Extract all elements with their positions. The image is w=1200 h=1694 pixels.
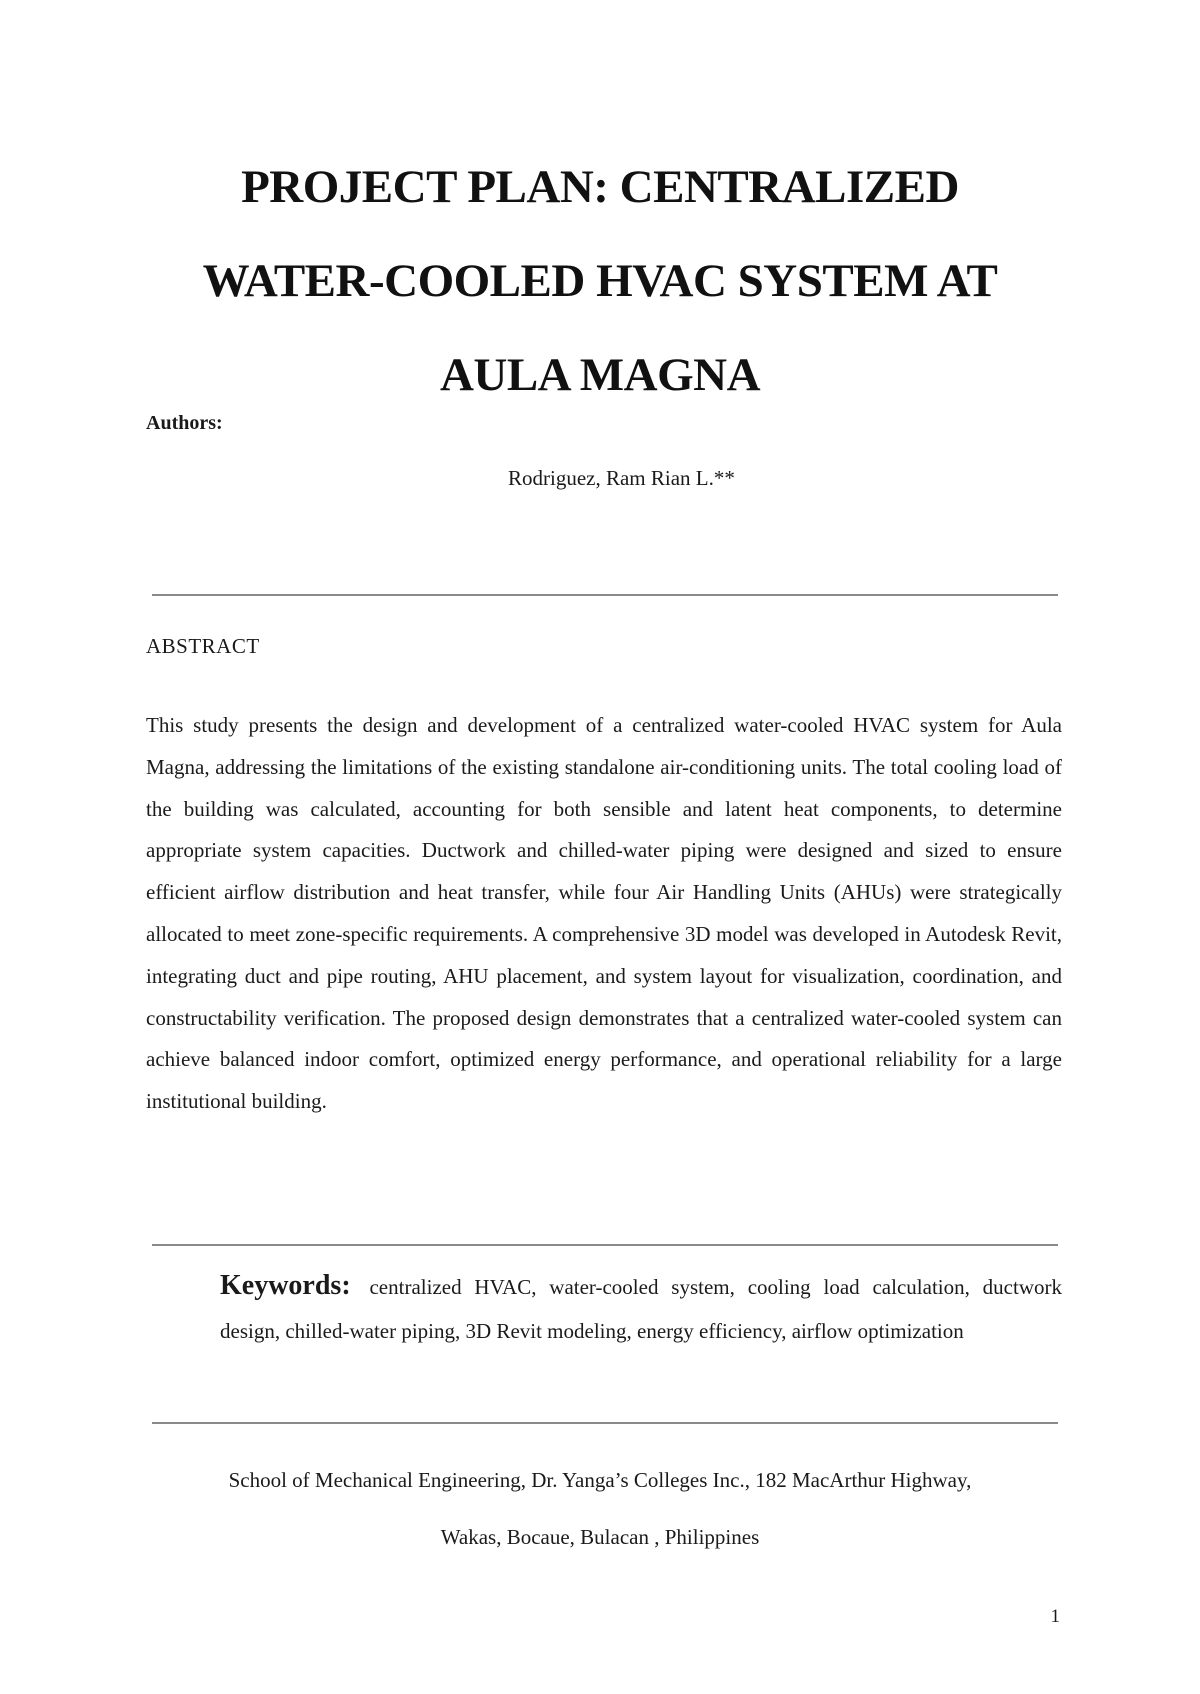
paper-title-line-3: AULA MAGNA xyxy=(439,349,761,401)
divider-keywords-bottom xyxy=(152,1422,1058,1424)
abstract-body: This study presents the design and development of a centralized water-cooled HVAC system for Aula Magna, addressing the limitations of the existing standalone air-conditioning units. The total cooling load of the building was calculated, accounting for both sensible and latent heat components, to determine appropriate system capacities. Ductwork and chilled-water piping were designed and sized to ensure efficient airflow distribution and heat transfer, while four Air Handling Units (AHUs) were strategically allocated to meet zone-specific requirements. A comprehensive 3D model was developed in Autodesk Revit, integrating duct and pipe routing, AHU placement, and system layout for visualization, coordination, and constructability verification. The proposed design demonstrates that a centralized water-cooled system can achieve balanced indoor comfort, optimized energy performance, and operational reliability for a large institutional building. xyxy=(146,713,1062,1114)
divider-keywords-top xyxy=(152,1244,1058,1246)
paper-title xyxy=(120,140,1080,422)
divider-top xyxy=(152,594,1058,596)
affiliation-line-1: School of Mechanical Engineering, Dr. Yanga’s Colleges Inc., 182 MacArthur Highway, xyxy=(228,1468,972,1492)
keywords-block xyxy=(220,1264,1062,1353)
page-number: 1 xyxy=(1050,1606,1060,1627)
affiliation xyxy=(120,1452,1080,1566)
author-name: Rodriguez, Ram Rian L.** xyxy=(508,466,735,490)
paper-title-line-1: PROJECT PLAN: CENTRALIZED xyxy=(241,161,959,213)
abstract-heading: ABSTRACT xyxy=(146,634,260,658)
paper-title-line-2: WATER-COOLED HVAC SYSTEM AT xyxy=(202,255,998,307)
keywords-list: centralized HVAC, water-cooled system, cooling load calculation, ductwork design, chilled-water piping, 3D Revit modeling, energy efficiency, airflow optimization xyxy=(220,1275,1062,1343)
authors-label: Authors: xyxy=(146,412,223,434)
affiliation-line-2: Wakas, Bocaue, Bulacan , Philippines xyxy=(440,1525,760,1549)
keywords-label: Keywords: xyxy=(220,1270,351,1301)
